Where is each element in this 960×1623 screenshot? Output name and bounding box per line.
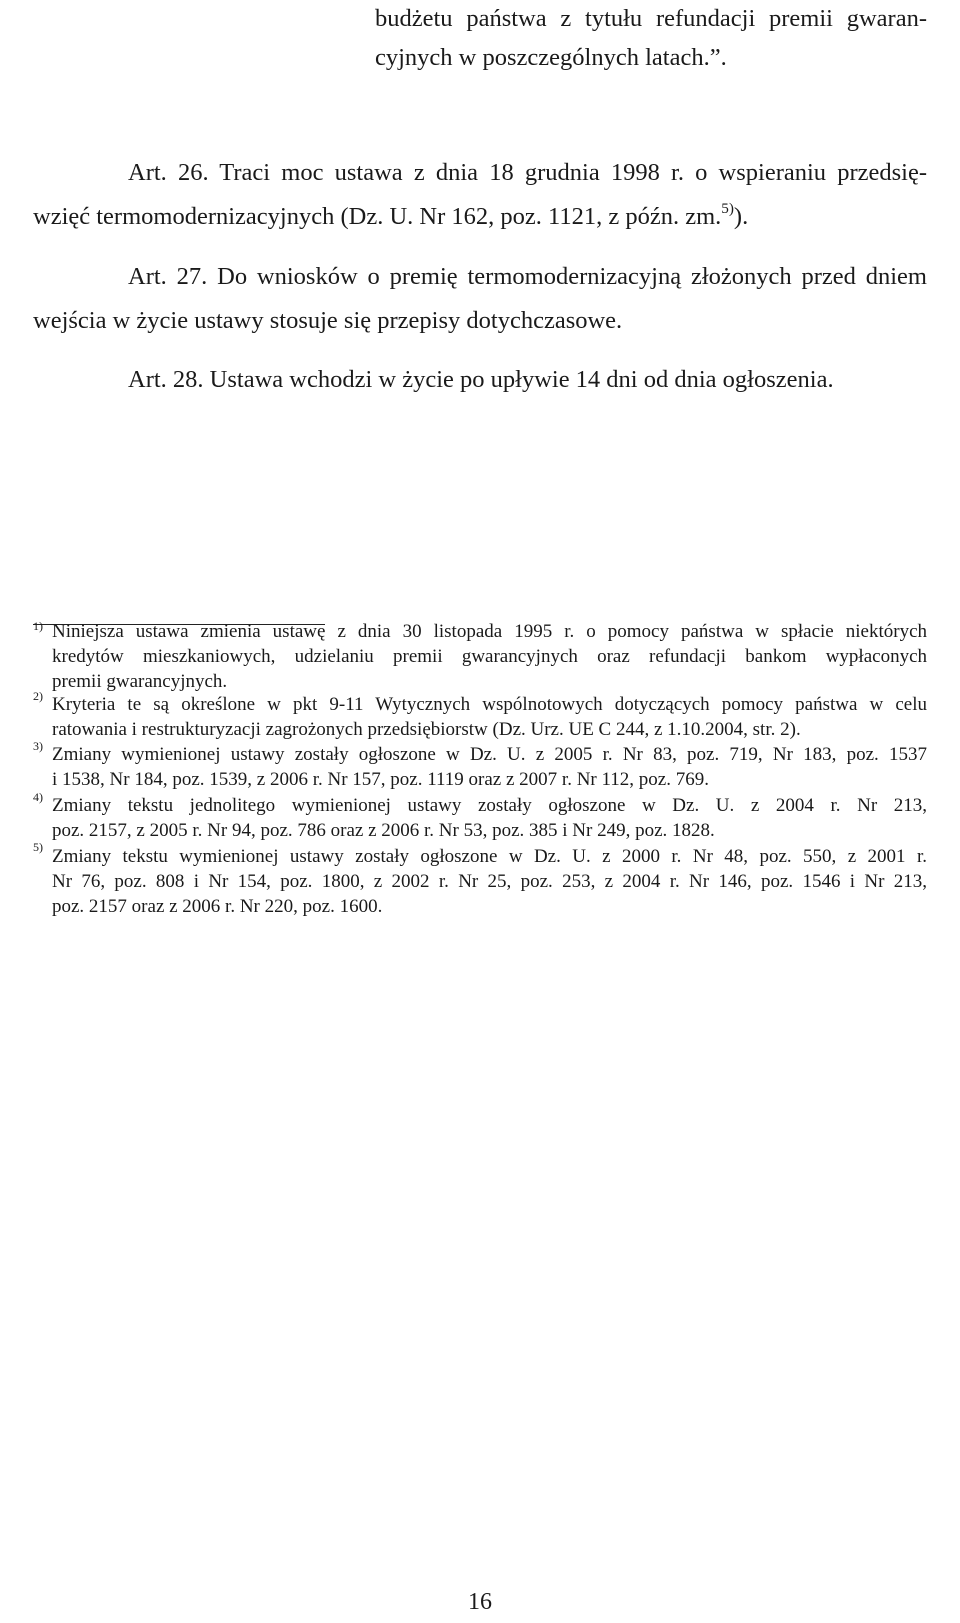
footnote-1-line-2: kredytów mieszkaniowych, udzielaniu premii gwarancyjnych oraz refundacji bankom wypłaconych: [52, 646, 927, 667]
footnote-4-line-1: Zmiany tekstu jednolitego wymienionej ustawy zostały ogłoszone w Dz. U. z 2004 r. Nr 213,: [52, 795, 927, 816]
footnote-1-line-1: Niniejsza ustawa zmienia ustawę z dnia 30 listopada 1995 r. o pomocy państwa w spłacie niektórych: [52, 621, 927, 642]
article-26-line-2: [33, 202, 748, 232]
body-line: cyjnych w poszczególnych latach.”.: [375, 44, 727, 71]
footnote-4-line-2: poz. 2157, z 2005 r. Nr 94, poz. 786 oraz z 2006 r. Nr 53, poz. 385 i Nr 249, poz. 1828.: [52, 820, 715, 841]
article-27-line-1: Art. 27. Do wniosków o premię termomodernizacyjną złożonych przed dniem: [128, 263, 927, 290]
footnote-mark: 5): [33, 840, 43, 854]
footnote-mark: 1): [33, 619, 43, 633]
footnote-mark: 2): [33, 689, 43, 703]
footnote-3-line-2: i 1538, Nr 184, poz. 1539, z 2006 r. Nr 157, poz. 1119 oraz z 2007 r. Nr 112, poz. 769.: [52, 769, 709, 790]
footnote-ref: 5): [721, 200, 734, 218]
article-27-line-2: wejścia w życie ustawy stosuje się przepisy dotychczasowe.: [33, 307, 623, 334]
article-26-line-1: Art. 26. Traci moc ustawa z dnia 18 grudnia 1998 r. o wspieraniu przedsię-: [128, 159, 927, 186]
footnote-5-line-2: Nr 76, poz. 808 i Nr 154, poz. 1800, z 2002 r. Nr 25, poz. 253, z 2004 r. Nr 146, poz. 1546 i Nr 213,: [52, 871, 927, 892]
page-number: 16: [468, 1589, 492, 1615]
footnote-mark: 4): [33, 790, 43, 804]
footnote-2-line-1: Kryteria te są określone w pkt 9-11 Wytycznych wspólnotowych dotyczących pomocy państwa w celu: [52, 694, 927, 715]
footnote-5-line-3: poz. 2157 oraz z 2006 r. Nr 220, poz. 1600.: [52, 896, 383, 917]
footnote-1-line-3: premii gwarancyjnych.: [52, 671, 228, 692]
footnote-3-line-1: Zmiany wymienionej ustawy zostały ogłoszone w Dz. U. z 2005 r. Nr 83, poz. 719, Nr 183, poz. 1537: [52, 744, 927, 765]
article-26-end: ).: [733, 203, 749, 230]
article-28: Art. 28. Ustawa wchodzi w życie po upływie 14 dni od dnia ogłoszenia.: [128, 366, 834, 393]
footnote-mark: 3): [33, 739, 43, 753]
footnote-5-line-1: Zmiany tekstu wymienionej ustawy zostały ogłoszone w Dz. U. z 2000 r. Nr 48, poz. 550, z 2001 r.: [52, 846, 927, 867]
footnote-2-line-2: ratowania i restrukturyzacji zagrożonych przedsiębiorstw (Dz. Urz. UE C 244, z 1.10.2004, str. 2).: [52, 719, 801, 740]
body-line: budżetu państwa z tytułu refundacji premii gwaran-: [375, 5, 927, 32]
article-26-text: wzięć termomodernizacyjnych (Dz. U. Nr 162, poz. 1121, z późn. zm.: [33, 203, 722, 230]
